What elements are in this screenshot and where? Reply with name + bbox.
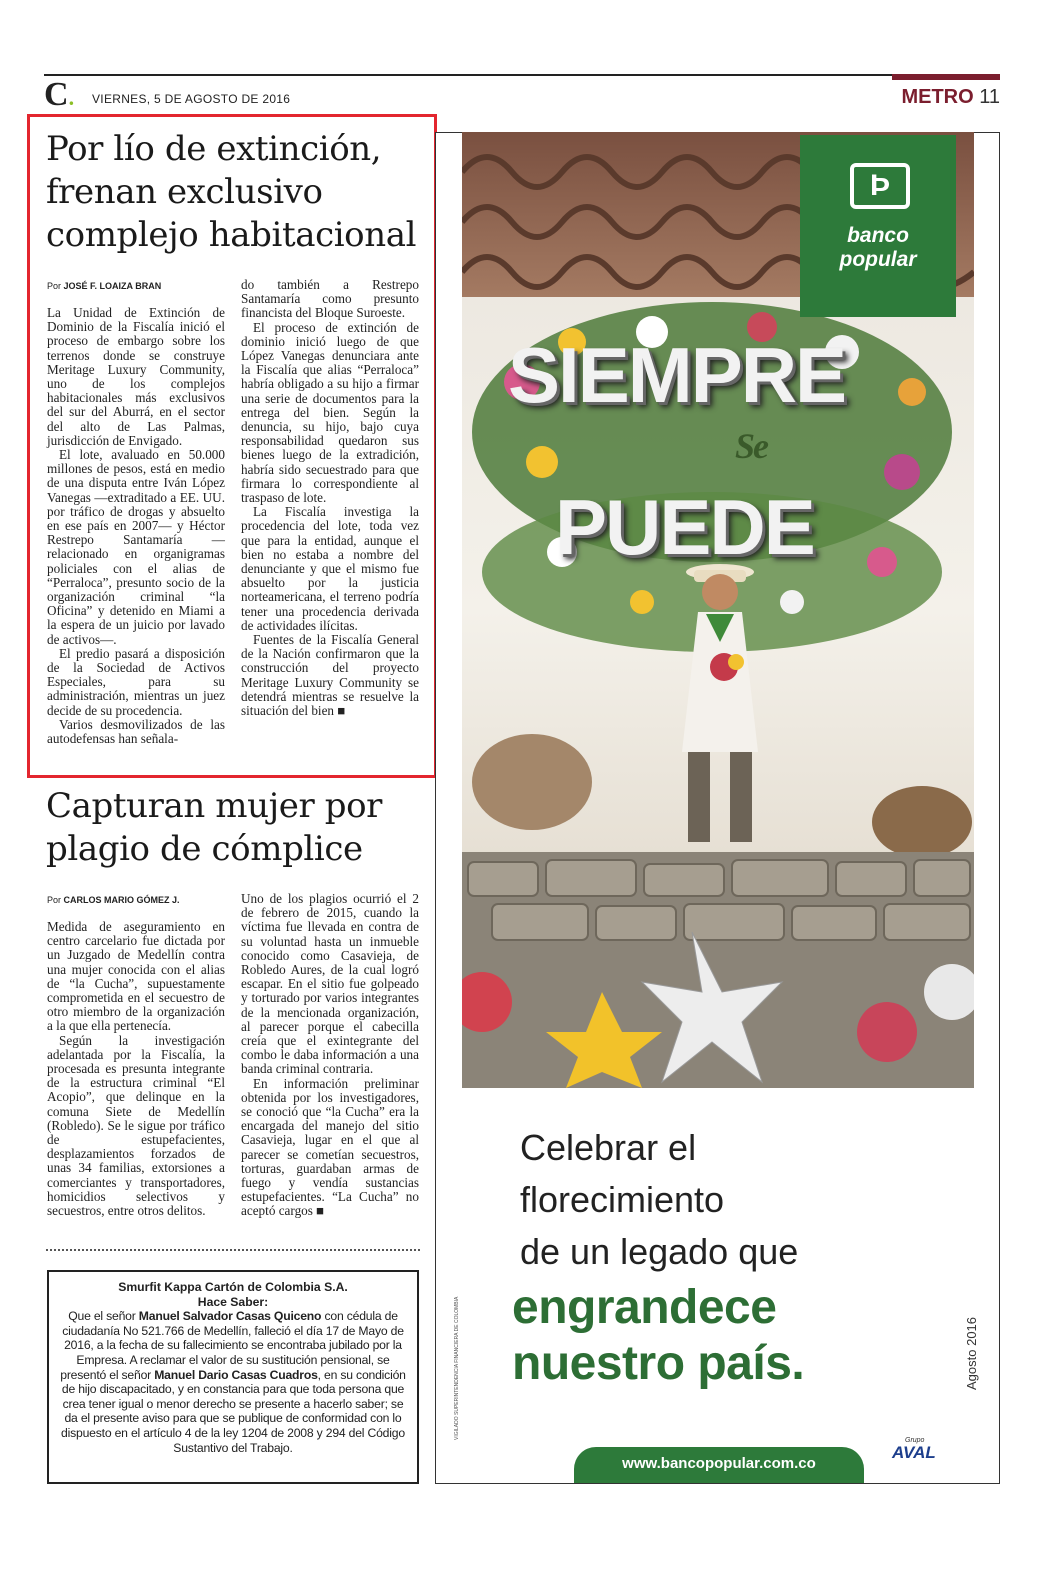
paragraph: En información preliminar obtenida por los investigadores, se conoció que “la Cucha” era la encargada del manejo del sitio Casavieja, lugar en el que al parecer se cometían secuestros, torturas, guardaban armas de fuego y vendía sustancias estupefacientes. “La Cucha” no aceptó cargos ■	[241, 1075, 419, 1219]
paragraph: Fuentes de la Fiscalía General de la Nación confirmaron que la construcción del proyecto Meritage Luxury Community se detendrá mientras se resuelve la situación del bien ■	[241, 632, 419, 719]
newspaper-logo: C.	[44, 76, 75, 113]
notice-body: Que el señor Manuel Salvador Casas Quiceno con cédula de ciudadanía No 521.766 de Medellín, falleció el día 17 de Mayo de 2016, a la fecha de su fallecimiento se encontraba jubilado por la Empresa. A reclamar el valor de su sustitución pensional, se presentó el señor Manuel Dario Casas Cuadros, en su condición de hijo discapacitado, y en constancia para que toda persona que crea tener igual o menor derecho se presente a hacerlo saber; se da el presente aviso para que se publique de conformidad con lo dispuesto en el artículo 4 de la ley 1204 de 2008 y 294 del Código Sustantivo del Trabajo.	[60, 1309, 406, 1455]
ad-title-top: SIEMPRE	[508, 331, 846, 419]
legal-notice	[47, 1270, 419, 1484]
paragraph: Uno de los plagios ocurrió el 2 de febrero de 2015, cuando la víctima fue llevada en contra de su voluntad hasta un inmueble conocido como Casavieja, de Robledo Aures, de la cual logró escapar. En el sitio fue golpeado y torturado por varios integrantes de la mencionada organización, al parecer porque el cabecilla creía que el exintegrante del combo le daba información a una banda criminal contraria.	[241, 891, 419, 1077]
paragraph: El lote, avaluado en 50.000 millones de pesos, está en medio de una disputa entre Iván López Vanegas —extraditado a EE. UU. por tráfico de drogas y absuelto en ese país en 2007— y Héctor Restrepo Santamaría —relacionado en organigramas policiales con el alias de “Perraloca”, presunto socio de la organización criminal “la Oficina” y detenido en Miami a la espera de un juicio por lavado de activos—.	[47, 447, 225, 647]
section-label: METRO 11	[901, 86, 1000, 108]
paragraph: La Fiscalía investiga la procedencia del lote, toda vez que para la entidad, aunque el bien no estaba a nombre del denunciante y que el mismo fue absuelto por la justicia norteamericana, el terreno podría tener una procedencia derivada de actividades ilícitas.	[241, 504, 419, 633]
paragraph: Medida de aseguramiento en centro carcelario fue dictada por un Juzgado de Medellín contra una mujer conocida con el alias de “la Cucha”, supuestamente comprometida en el secuestro de otro miembro de la organización a la que ella pertenecía.	[47, 919, 225, 1034]
aval-logo: AVAL	[892, 1443, 936, 1462]
article1-headline: Por lío de extinción, frenan exclusivo complejo habitacional	[46, 129, 417, 255]
dotted-divider	[46, 1249, 420, 1251]
vigilado-legend: VIGILADO SUPERINTENDENCIA FINANCIERA DE COLOMBIA	[454, 1296, 460, 1440]
ad-title-mid: Se	[735, 426, 767, 466]
issue-date: VIERNES, 5 DE AGOSTO DE 2016	[92, 92, 291, 106]
ad-slogan: Celebrar el florecimiento de un legado que	[520, 1127, 799, 1272]
paragraph: El predio pasará a disposición de la Sociedad de Activos Especiales, para su administración, mientras un juez decide de su procedencia.	[47, 645, 225, 718]
notice-company: Smurfit Kappa Cartón de Colombia S.A.	[118, 1280, 348, 1294]
ad-title-bottom: PUEDE	[555, 483, 814, 571]
bank-logo-icon: Ϸ	[850, 163, 910, 209]
section-color-bar	[892, 74, 1000, 80]
article2-byline: Por CARLOS MARIO GÓMEZ J.	[47, 895, 180, 905]
notice-heading: Hace Saber:	[197, 1294, 269, 1309]
paragraph: Varios desmovilizados de las autodefensas han señala-	[47, 716, 225, 747]
bank-name: banco popular	[839, 224, 917, 271]
article1-column-2	[241, 278, 419, 718]
paragraph: Según la investigación adelantada por la Fiscalía, la procesada es presunta integrante de la estructura criminal “El Acopio”, que delinque en la comuna Siete de Medellín (Robledo). Se le sigue por tráfico de estupefacientes, desplazamientos forzados de unas 34 familias, extorsiones a comerciantes y transportadores, homicidios selectivos y secuestros, entre otros delitos.	[47, 1032, 225, 1219]
group-label: Grupo	[905, 1437, 925, 1444]
ad-slogan-bold: engrandece nuestro país.	[512, 1281, 805, 1390]
paragraph: do también a Restrepo Santamaría como presunto financista del Bloque Suroeste.	[241, 277, 419, 321]
article2-headline: Capturan mujer por plagio de cómplice	[46, 786, 382, 869]
article1-column-1	[47, 306, 225, 746]
paragraph: El proceso de extinción de dominio inició luego de que López Vanegas denunciara ante la Fiscalía que alias “Perraloca” habría obligado a su hijo a firmar una serie de documentos para la entrega del bien. Según la denuncia, su hijo, bajo cuya responsabilidad quedaron sus bienes luego de la extradición, habría sido secuestrado para que firmara lo correspondiente al traspaso de lote.	[241, 319, 419, 506]
page-number: 11	[979, 86, 1000, 108]
ad-date: Agosto 2016	[964, 1316, 979, 1390]
article2-column-2	[241, 892, 419, 1219]
article2-column-1	[47, 920, 225, 1218]
paragraph: La Unidad de Extinción de Dominio de la Fiscalía inició el proceso de embargo sobre los terrenos donde se construye Meritage Luxury Community, uno de los complejos habitacionales más exclusivos del sur del Aburrá, en el sector del alto de Las Palmas, jurisdicción de Envigado.	[47, 305, 225, 448]
article1-byline: Por JOSÉ F. LOAIZA BRAN	[47, 281, 162, 291]
header-rule	[44, 74, 1000, 76]
bank-url-link[interactable]: www.bancopopular.com.co	[622, 1455, 816, 1472]
